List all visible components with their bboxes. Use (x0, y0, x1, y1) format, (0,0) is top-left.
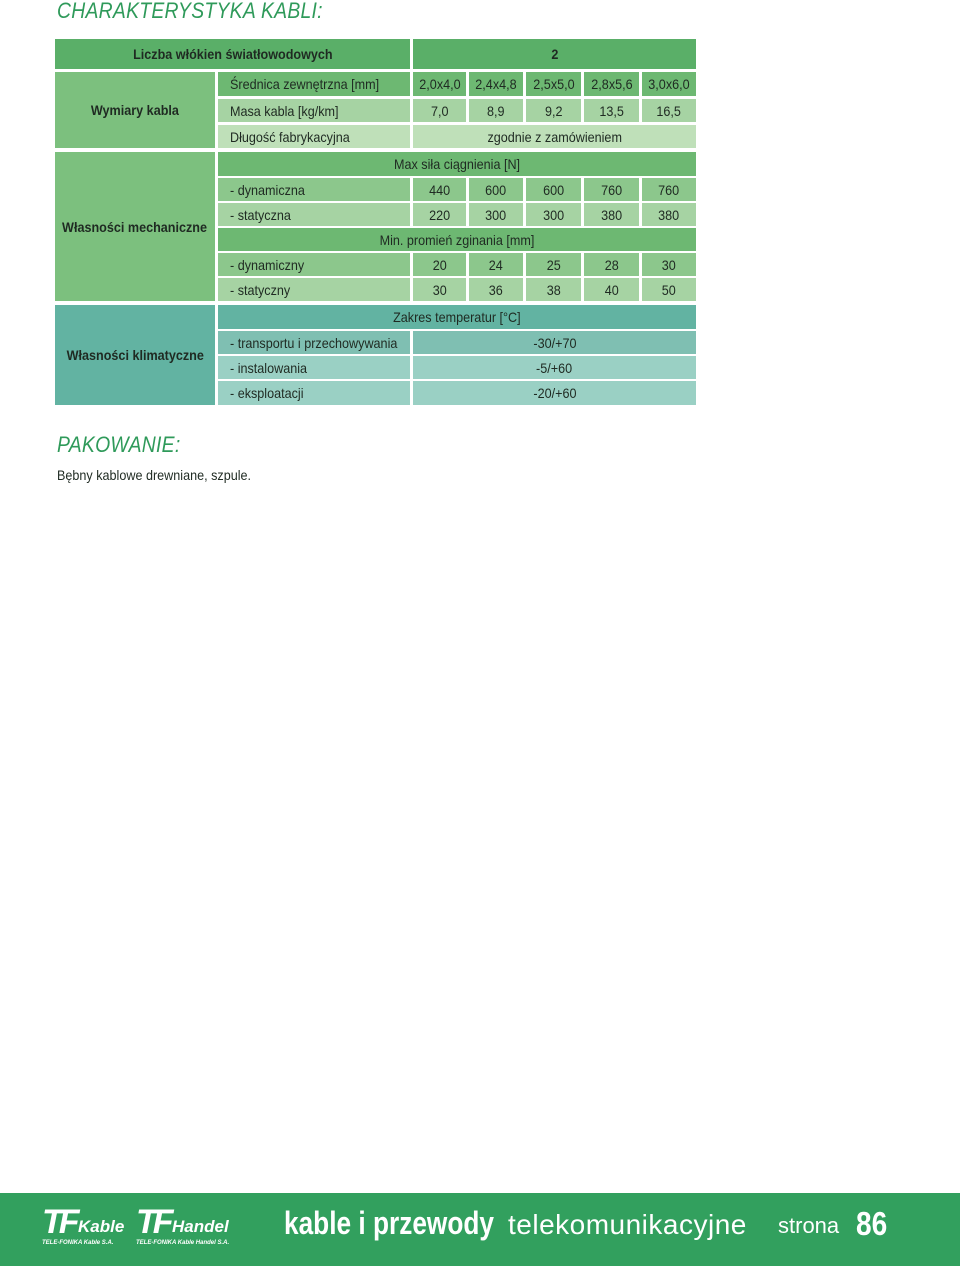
bend-dynamic-value: 28 (584, 253, 639, 276)
bend-static-value: 40 (584, 278, 639, 301)
bend-dynamic-value: 24 (469, 253, 523, 276)
fiber-count-value: 2 (413, 39, 696, 69)
footer-bar (0, 1193, 960, 1266)
tensile-static-value: 300 (469, 203, 523, 226)
length-label: Długość fabrykacyjna (218, 125, 410, 148)
bend-static-label: - statyczny (218, 278, 410, 301)
diameter-value: 2,8x5,6 (584, 72, 639, 96)
mass-value: 13,5 (584, 99, 639, 122)
bend-static-value: 50 (642, 278, 696, 301)
logo-mark: TF (42, 1203, 76, 1241)
tensile-dynamic-label: - dynamiczna (218, 178, 410, 201)
dimensions-group-label: Wymiary kabla (55, 72, 215, 148)
bend-dynamic-label: - dynamiczny (218, 253, 410, 276)
characteristics-title: CHARAKTERYSTYKA KABLI: (57, 0, 323, 23)
bend-dynamic-value: 30 (642, 253, 696, 276)
logo-subtitle: TELE-FONIKA Kable S.A. (42, 1240, 114, 1246)
temp-header: Zakres temperatur [°C] (218, 305, 696, 329)
tensile-dynamic-value: 440 (413, 178, 466, 201)
diameter-value: 2,4x4,8 (469, 72, 523, 96)
footer-subtitle: telekomunikacyjne (508, 1209, 747, 1240)
transport-value: -30/+70 (413, 331, 696, 354)
mass-value: 7,0 (413, 99, 466, 122)
bend-dynamic-value: 25 (526, 253, 581, 276)
operation-value: -20/+60 (413, 381, 696, 405)
tensile-dynamic-value: 600 (469, 178, 523, 201)
fiber-count-label: Liczba włókien światłowodowych (55, 39, 410, 69)
diameter-value: 2,0x4,0 (413, 72, 466, 96)
transport-label: - transportu i przechowywania (218, 331, 410, 354)
page-number: 86 (856, 1205, 888, 1242)
mass-value: 16,5 (642, 99, 696, 122)
tensile-static-label: - statyczna (218, 203, 410, 226)
bend-static-value: 38 (526, 278, 581, 301)
diameter-label: Średnica zewnętrzna [mm] (218, 72, 410, 96)
bend-static-value: 36 (469, 278, 523, 301)
tensile-static-value: 380 (584, 203, 639, 226)
page-label: strona (778, 1213, 840, 1238)
mechanical-group-label: Własności mechaniczne (55, 152, 215, 301)
mass-label: Masa kabla [kg/km] (218, 99, 410, 122)
tensile-static-value: 300 (526, 203, 581, 226)
logo-word: Handel (172, 1217, 229, 1236)
tensile-static-value: 220 (413, 203, 466, 226)
length-value: zgodnie z zamówieniem (413, 125, 696, 148)
tensile-dynamic-value: 760 (584, 178, 639, 201)
bend-header: Min. promień zginania [mm] (218, 228, 696, 251)
tensile-header: Max siła ciągnienia [N] (218, 152, 696, 176)
mass-value: 8,9 (469, 99, 523, 122)
logo-mark: TF (136, 1203, 170, 1241)
diameter-value: 3,0x6,0 (642, 72, 696, 96)
bend-static-value: 30 (413, 278, 466, 301)
tensile-dynamic-value: 760 (642, 178, 696, 201)
footer-title: kable i przewody (284, 1205, 494, 1241)
diameter-value: 2,5x5,0 (526, 72, 581, 96)
install-label: - instalowania (218, 356, 410, 379)
operation-label: - eksploatacji (218, 381, 410, 405)
packing-title: PAKOWANIE: (57, 432, 181, 457)
logo-word: Kable (78, 1217, 125, 1236)
logo-subtitle: TELE-FONIKA Kable Handel S.A. (136, 1240, 230, 1246)
packing-text: Bębny kablowe drewniane, szpule. (57, 467, 252, 483)
install-value: -5/+60 (413, 356, 696, 379)
mass-value: 9,2 (526, 99, 581, 122)
climatic-group-label: Własności klimatyczne (55, 305, 215, 405)
bend-dynamic-value: 20 (413, 253, 466, 276)
tensile-static-value: 380 (642, 203, 696, 226)
tensile-dynamic-value: 600 (526, 178, 581, 201)
